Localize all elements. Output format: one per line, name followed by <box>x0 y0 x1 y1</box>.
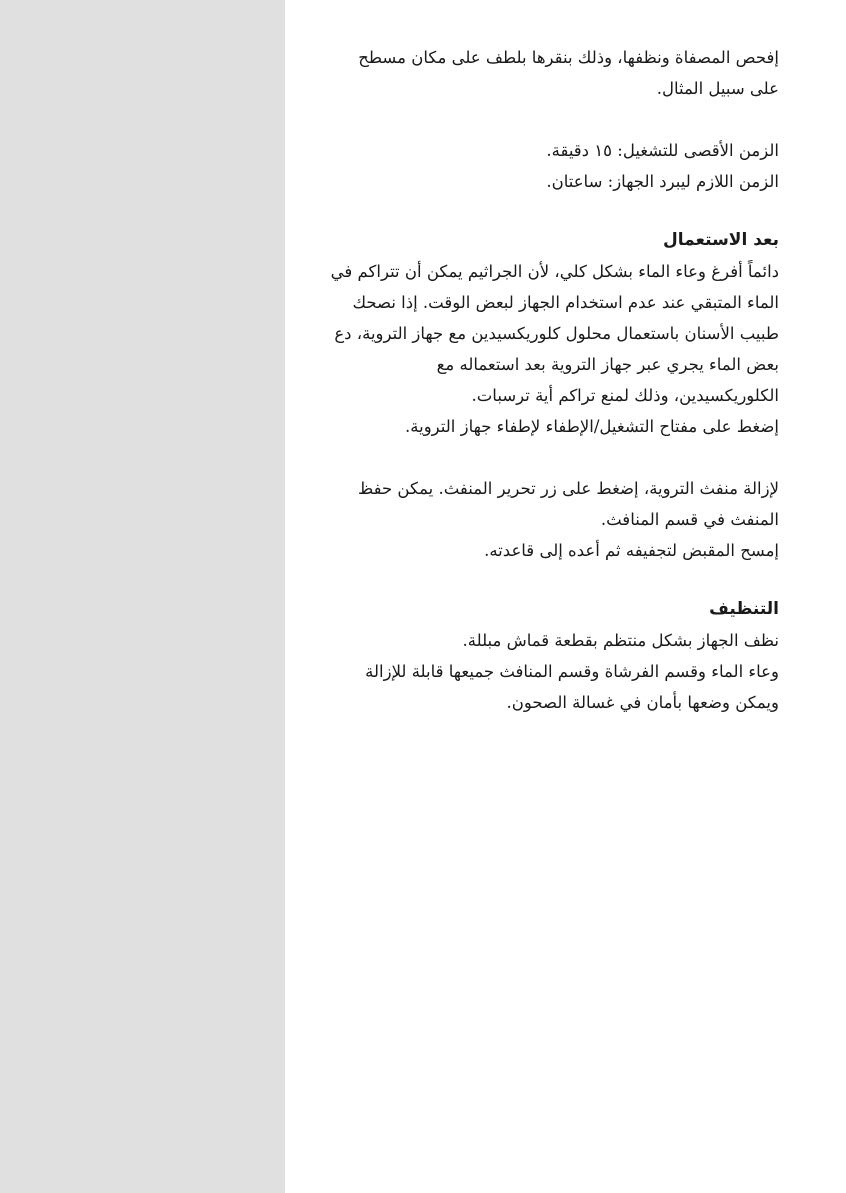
spacer <box>330 442 779 473</box>
cleaning-heading: التنظيف <box>709 599 779 619</box>
power-off-paragraph: إضغط على مفتاح التشغيل/الإطفاء لإطفاء جهاز التروية. <box>405 417 779 436</box>
spacer <box>330 566 779 594</box>
after-use-heading: بعد الاستعمال <box>663 230 779 250</box>
spacer <box>330 104 779 135</box>
side-margin-band <box>0 0 285 1193</box>
manual-text-column <box>330 42 779 718</box>
cool-down-time-line: الزمن اللازم ليبرد الجهاز: ساعتان. <box>546 172 779 191</box>
max-run-time-line: الزمن الأقصى للتشغيل: ١٥ دقيقة. <box>546 141 779 160</box>
empty-reservoir-paragraph: دائماً أفرغ وعاء الماء بشكل كلي، لأن الجراثيم يمكن أن تتراكم في الماء المتبقي عند عدم استخدام الجهاز لبعض الوقت. إذا نصحك طبيب الأسنان باستعمال محلول كلوريكسيدين مع جهاز التروية، دع بعض الماء يجري عبر جهاز التروية بعد استعماله مع الكلوريكسيدين، وذلك لمنع تراكم أية ترسبات. <box>330 262 779 405</box>
wipe-handle-paragraph: إمسح المقبض لتجفيفه ثم أعده إلى قاعدته. <box>484 541 779 560</box>
wipe-device-paragraph: نظف الجهاز بشكل منتظم بقطعة قماش مبللة. <box>462 631 779 650</box>
remove-nozzle-paragraph: لإزالة منفث التروية، إضغط على زر تحرير المنفث. يمكن حفظ المنفث في قسم المنافث. <box>357 479 779 529</box>
spacer <box>330 197 779 225</box>
filter-cleaning-paragraph: إفحص المصفاة ونظفها، وذلك بنقرها بلطف على مكان مسطح على سبيل المثال. <box>358 48 779 98</box>
dishwasher-paragraph: وعاء الماء وقسم الفرشاة وقسم المنافث جميعها قابلة للإزالة ويمكن وضعها بأمان في غسالة الصحون. <box>365 662 779 712</box>
